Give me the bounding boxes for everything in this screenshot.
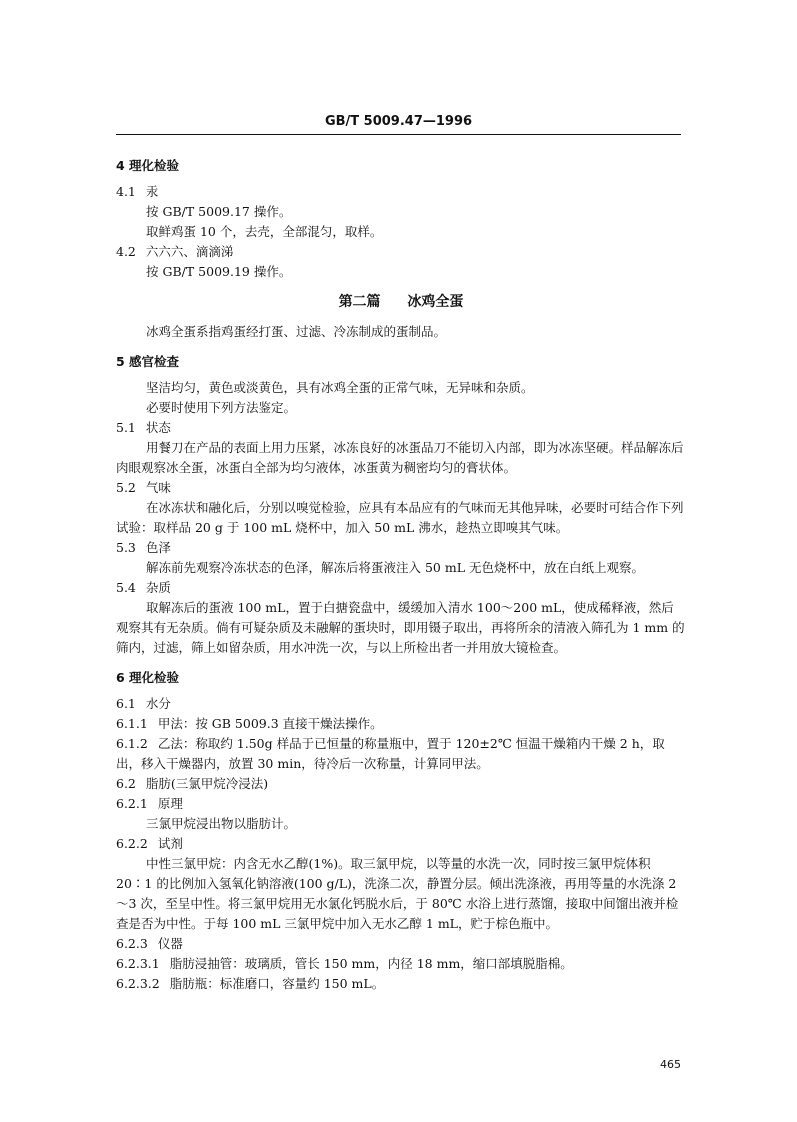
paragraph: 中性三氯甲烷：内含无水乙醇(1%)。取三氯甲烷，以等量的水洗一次，同时按三氯甲烷体积 20∶1 的比例加入氢氧化钠溶液(100 g/L)，洗涤二次，静置分层。倾出洗涤液，再用等量的水洗涤 2～3 次，至呈中性。将三氯甲烷用无水氯化钙脱水后，于 80℃ 水浴上进行蒸馏，接取中间馏出液并检查是否为中性。于每 100 mL 三氯甲烷中加入无水乙醇 1 mL，贮于棕色瓶中。 [116, 856, 679, 931]
section-6-1-1: 6.1.1 甲法：按 GB 5009.3 直接干燥法操作。 [116, 716, 383, 731]
section-5-1: 5.1 状态 [116, 420, 171, 435]
part-intro: 冰鸡全蛋系指鸡蛋经打蛋、过滤、冷冻制成的蛋制品。 [146, 324, 447, 339]
section-5-heading: 5 感官检查 [116, 354, 180, 369]
section-4-1: 4.1 汞 [116, 184, 159, 199]
section-4-heading: 4 理化检验 [116, 158, 180, 173]
text-line: 按 GB/T 5009.19 操作。 [146, 264, 292, 279]
section-6-2: 6.2 脂肪(三氯甲烷冷浸法) [116, 776, 269, 791]
paragraph: 解冻前先观察冷冻状态的色泽，解冻后将蛋液注入 50 mL 无色烧杯中，放在白纸上观察。 [146, 560, 644, 575]
section-6-2-3-2: 6.2.3.2 脂肪瓶：标准磨口，容量约 150 mL。 [116, 976, 385, 991]
text-line: 坚洁均匀，黄色或淡黄色，具有冰鸡全蛋的正常气味，无异味和杂质。 [146, 380, 534, 395]
section-6-2-2: 6.2.2 试剂 [116, 836, 183, 851]
text-line: 三氯甲烷浸出物以脂肪计。 [146, 816, 297, 831]
text-line: 必要时使用下列方法鉴定。 [146, 400, 297, 415]
part-title: 第二篇 冰鸡全蛋 [338, 294, 464, 310]
standard-header: GB/T 5009.47—1996 [324, 114, 473, 129]
paragraph: 在冰冻状和融化后，分别以嗅觉检验，应具有本品应有的气味而无其他异味，必要时可结合作下列试验：取样品 20 g 于 100 mL 烧杯中，加入 50 mL 沸水，趁热立即嗅其气味。 [116, 500, 684, 535]
page-number: 465 [660, 1058, 681, 1071]
section-5-4: 5.4 杂质 [116, 580, 171, 595]
paragraph: 取解冻后的蛋液 100 mL，置于白搪瓷盘中，缓缓加入清水 100～200 mL，使成稀释液，然后观察其有无杂质。倘有可疑杂质及未融解的蛋块时，即用镊子取出，再将所余的清液入筛孔为 1 mm 的筛内，过滤，筛上如留杂质，用水冲洗一次，与以上所检出者一并用放大镜检查。 [116, 600, 685, 655]
section-6-1-2: 6.1.2 乙法：称取约 1.50g 样品于已恒量的称量瓶中，置于 120±2℃ 恒温干燥箱内干燥 2 h，取出，移入干燥器内，放置 30 min，待冷后一次称量，计算同甲法。 [116, 736, 665, 771]
section-6-2-1: 6.2.1 原理 [116, 796, 183, 811]
section-6-2-3: 6.2.3 仪器 [116, 936, 183, 951]
document-body [116, 156, 686, 994]
text-line: 按 GB/T 5009.17 操作。 [146, 204, 292, 219]
section-5-3: 5.3 色泽 [116, 540, 171, 555]
section-4-2: 4.2 六六六、滴滴涕 [116, 244, 234, 259]
section-6-2-3-1: 6.2.3.1 脂肪浸抽管：玻璃质，管长 150 mm，内径 18 mm，缩口部填脱脂棉。 [116, 956, 573, 971]
section-6-heading: 6 理化检验 [116, 670, 180, 685]
paragraph: 用餐刀在产品的表面上用力压紧，冰冻良好的冰蛋品刀不能切入内部，即为冰冻坚硬。样品解冻后肉眼观察冰全蛋，冰蛋白全部为均匀液体，冰蛋黄为稠密均匀的膏状体。 [116, 440, 684, 475]
section-6-1: 6.1 水分 [116, 696, 171, 711]
text-line: 取鲜鸡蛋 10 个，去壳，全部混匀，取样。 [146, 224, 383, 239]
section-5-2: 5.2 气味 [116, 480, 171, 495]
header-rule [116, 134, 681, 135]
